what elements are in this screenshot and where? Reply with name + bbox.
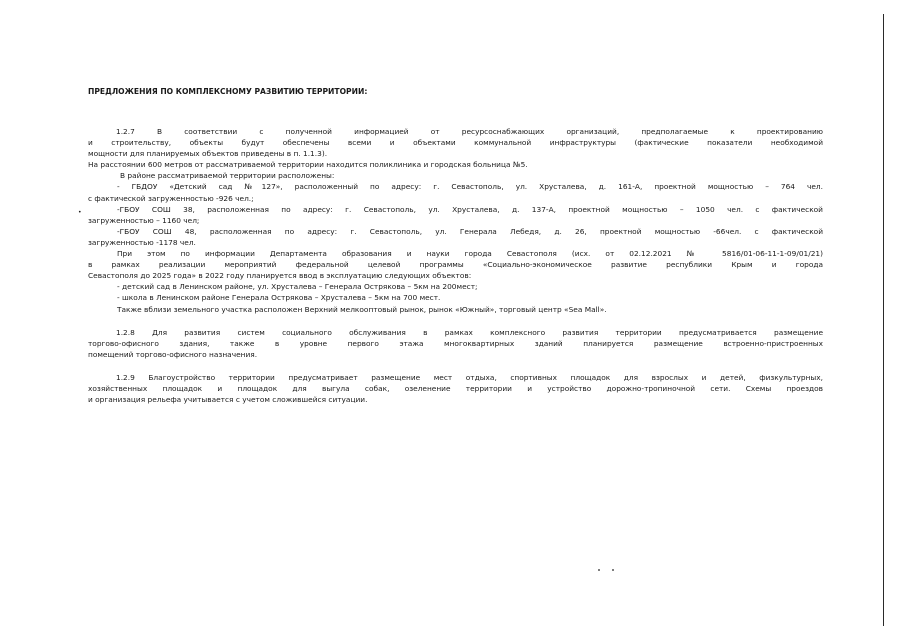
paragraph-line: хозяйственных площадок и площадок для выгула собак, озеленение территории и устройство дорожно-тропиночной сети. Схемы проездов [88,383,823,393]
paragraph-line: На расстоянии 600 метров от рассматриваемой территории находится поликлиника и городская больница №5. [88,160,528,170]
list-item: -ГБОУ СОШ 38, расположенная по адресу: г. Севастополь, ул. Хрусталева, д. 137-А, проектной мощностью – 1050 чел. с фактической [117,204,823,214]
paragraph-line: При этом по информации Департамента образования и науки города Севастополя (исх. от 02.12.2021 № 5816/01-06-11-1-09/01/21) [117,249,823,259]
paragraph-line: 1.2.9 Благоустройство территории предусматривает размещение мест отдыха, спортивных площадок для взрослых и детей, физкультурных, [116,372,823,382]
margin-mark: • [78,209,82,216]
paragraph-line: торгово-офисного здания, также в уровне первого этажа многоквартирных зданий планируется размещение встроенно-пристроенных [88,338,823,348]
document-body [88,126,823,405]
list-item: - ГБДОУ «Детский сад №127», расположенный по адресу: г. Севастополь, ул. Хрусталева, д. 161-А, проектной мощностью – 764 чел. [117,182,823,192]
paragraph-line: мощности для планируемых объектов приведены в п. 1.1.3). [88,149,328,159]
paragraph-line: загруженностью – 1160 чел; [88,215,200,225]
scan-edge-line [883,14,884,626]
list-item: -ГБОУ СОШ 48, расположенная по адресу: г. Севастополь, ул. Генерала Лебедя, д. 26, проектной мощностью -66чел. с фактической [117,226,823,236]
paragraph-line: с фактической загруженностью -926 чел.; [88,193,254,203]
paragraph-line: и строительству, объекты будут обеспечены всеми и объектами коммунальной инфраструктуры (фактические показатели необходимой [88,138,823,148]
list-item: - школа в Ленинском районе Генерала Острякова – Хрусталева – 5км на 700 мест. [117,293,441,303]
paragraph-line: Севастополя до 2025 года» в 2022 году планируется ввод в эксплуатацию следующих объектов: [88,271,472,281]
paragraph-line: и организация рельефа учитывается с учетом сложившейся ситуации. [88,395,368,405]
scan-speck [598,569,600,571]
list-item: - детский сад в Ленинском районе, ул. Хрусталева – Генерала Острякова – 5км на 200мест; [117,282,478,292]
paragraph-line: в рамках реализации мероприятий федеральной целевой программы «Социально-экономическое развитие республики Крым и города [88,260,823,270]
paragraph-line: 1.2.8 Для развития систем социального обслуживания в рамках комплексного развития территории предусматривается размещение [116,327,823,337]
paragraph-line: загруженностью -1178 чел. [88,237,196,247]
scan-speck [612,569,614,571]
paragraph-line: В районе рассматриваемой территории расположены: [120,171,335,181]
paragraph-line: 1.2.7 В соответствии с полученной информацией от ресурсоснабжающих организаций, предполагаемые к проектированию [116,127,823,136]
paragraph-line: Также вблизи земельного участка расположен Верхний мелкооптовый рынок, рынок «Южный», торговый центр «Sea Mall». [117,304,607,314]
section-heading: ПРЕДЛОЖЕНИЯ ПО КОМПЛЕКСНОМУ РАЗВИТИЮ ТЕРРИТОРИИ: [88,87,368,96]
paragraph-line: помещений торгово-офисного назначения. [88,349,258,359]
